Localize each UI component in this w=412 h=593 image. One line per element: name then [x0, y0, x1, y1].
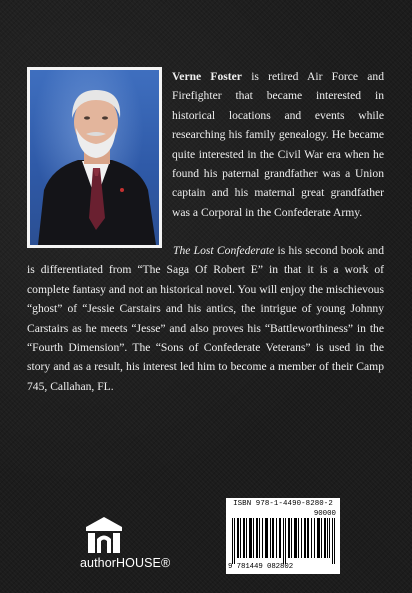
barcode-digits: 9 781449 082802 — [228, 563, 294, 571]
publisher-logo — [80, 515, 170, 573]
book-title: The Lost Confederate — [173, 244, 275, 257]
publisher-name: authorHOUSE® — [80, 556, 171, 570]
isbn-text: ISBN 978-1-4490-8280-2 — [233, 500, 333, 508]
author-bio-text: is retired Air Force and Firefighter that became interested in historical locations and events while researching his family genealogy. He became quite interested in the Civil War era when he found his paternal grandfather was a Union captain and his maternal great grandfather was a Corporal in the Confederate Army. — [172, 70, 384, 219]
book-description-text: is his second book and is differentiated from “The Saga Of Robert E” in that it is a work of complete fantasy and not an historical novel. You will enjoy the mischievous “ghost” of “Jessie Carstairs and his antics, the intrigue of young Johnny Carstairs as he meets “Jesse” and also proves his “Battleworthiness” in the “Fourth Dimension”. The “Sons of Confederate Veterans” is used in the story and as a result, his interest led him to become a member of their Camp 745, Callahan, FL. — [27, 244, 384, 393]
book-description — [27, 241, 384, 396]
isbn-barcode — [226, 498, 340, 574]
price-code: 90000 — [313, 510, 336, 518]
author-photo — [27, 67, 162, 248]
author-bio-intro — [172, 67, 384, 222]
author-name: Verne Foster — [172, 70, 242, 83]
barcode-bars — [232, 518, 336, 564]
house-logo-icon — [84, 515, 124, 555]
